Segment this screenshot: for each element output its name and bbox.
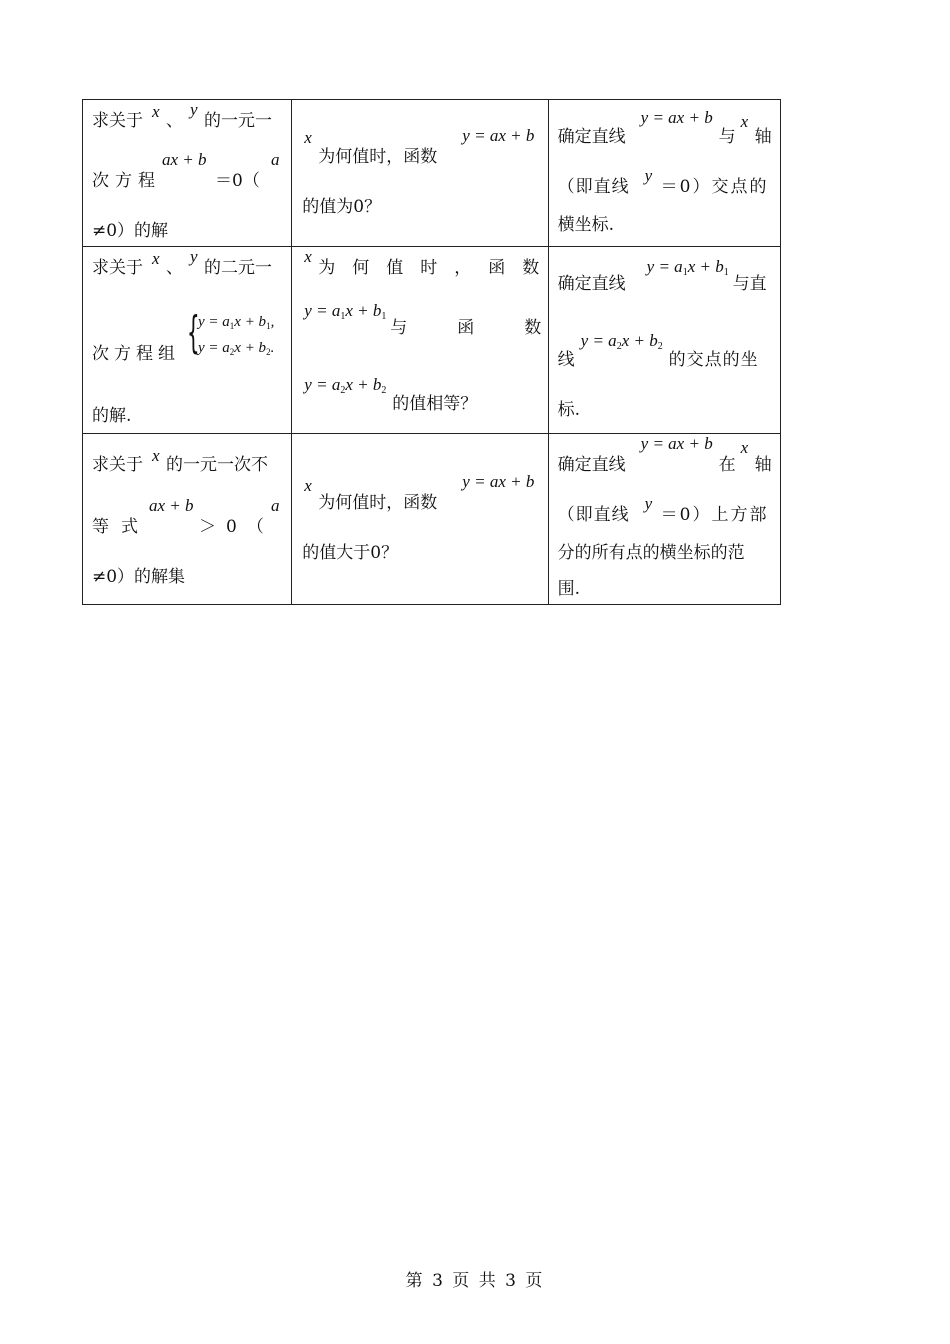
table-row (83, 100, 781, 247)
cell-text: 的值为0？ (302, 197, 382, 217)
table-cell (83, 100, 292, 247)
math-var: x (304, 128, 312, 147)
brace-icon: { (187, 307, 200, 358)
cell-text: ＝0）上方部 (660, 505, 769, 525)
equation-line: $y = a_2x + b_2$. (198, 340, 275, 357)
math-expr: $y = a_2x + b_2$ (580, 331, 663, 352)
cell-text: 线 (557, 350, 575, 370)
cell-text: 求关于 (92, 111, 143, 131)
math-expr: $y = a_1x + b_1$ (304, 301, 387, 322)
cell-text: 确定直线 (557, 127, 626, 147)
math-var: y (644, 166, 653, 185)
math-expr: y = ax + b (462, 472, 535, 491)
math-var: x (740, 438, 749, 457)
cell-text: 的二元一 (204, 258, 272, 278)
cell-text: 轴 (754, 127, 772, 147)
cell-text: ＞0（ (199, 517, 274, 537)
cell-text: （即直线 (557, 177, 630, 197)
cell-text: （即直线 (557, 505, 630, 525)
cell-text: 的解. (92, 406, 132, 426)
math-var: y (644, 494, 653, 513)
table-cell (548, 247, 780, 434)
equation-line: $y = a_1x + b_1$, (198, 314, 275, 331)
cell-text: 的交点的坐 (668, 350, 759, 370)
cell-text: 的值大于0？ (302, 543, 399, 563)
cell-text: 求关于 (92, 455, 143, 475)
cell-text: 确定直线 (557, 455, 626, 475)
table-cell (548, 434, 780, 605)
cell-text: 确定直线 (557, 274, 626, 294)
table-row (83, 434, 781, 605)
cell-text: 次方程组 (92, 344, 180, 364)
table-row (83, 247, 781, 434)
cell-text: 与函数 (390, 318, 592, 338)
cell-text: 、 (166, 258, 183, 278)
table-cell (548, 100, 780, 247)
math-expr: ax + b (162, 150, 207, 169)
cell-text: 横坐标. (557, 215, 615, 235)
content-table (82, 99, 781, 605)
math-expr: $y = a_2x + b_2$ (304, 375, 387, 396)
cell-text: ≠0）的解 (92, 221, 169, 241)
table-cell (83, 247, 292, 434)
cell-text: 在 (718, 455, 736, 475)
cell-text: 分的所有点的横坐标的范 (557, 543, 745, 563)
cell-text: 为何值时，函数 (318, 147, 438, 167)
cell-text: 轴 (754, 455, 772, 475)
cell-text: 为何值时，函数 (318, 258, 557, 278)
math-expr: y = ax + b (640, 434, 713, 453)
math-var: a (271, 150, 280, 169)
cell-text: ＝0（ (215, 171, 260, 191)
math-var: x (152, 102, 160, 121)
cell-text: 为何值时，函数 (318, 493, 438, 513)
math-var: x (740, 112, 749, 131)
math-var: x (304, 476, 312, 495)
math-expr: $y = a_1x + b_1$ (646, 257, 729, 278)
cell-text: 、 (166, 111, 183, 131)
math-var: y (190, 247, 198, 266)
cell-text: ≠0）的解集 (92, 567, 186, 587)
math-var: y (190, 100, 198, 119)
cell-text: 的值相等？ (392, 394, 478, 414)
math-var: x (304, 247, 312, 266)
cell-text: 次方程 (92, 171, 161, 191)
math-var: x (152, 249, 160, 268)
cell-text: 等式 (92, 517, 150, 537)
cell-text: 的一元一次不 (166, 455, 268, 475)
cell-text: 标. (557, 400, 581, 420)
math-expr: y = ax + b (640, 108, 713, 127)
cell-text: 与直 (732, 274, 767, 294)
cell-text: 求关于 (92, 258, 143, 278)
math-var: a (271, 496, 280, 515)
cell-text: ＝0）交点的 (660, 177, 769, 197)
cell-text: 围. (557, 579, 581, 599)
math-var: x (152, 446, 160, 465)
table-cell (292, 100, 548, 247)
cell-text: 的一元一 (204, 111, 272, 131)
math-expr: ax + b (149, 496, 194, 515)
table-cell (83, 434, 292, 605)
page-footer: 第 3 页 共 3 页 (405, 1271, 545, 1291)
cell-text: 与 (718, 127, 736, 147)
math-expr: y = ax + b (462, 126, 535, 145)
table-cell (292, 434, 548, 605)
